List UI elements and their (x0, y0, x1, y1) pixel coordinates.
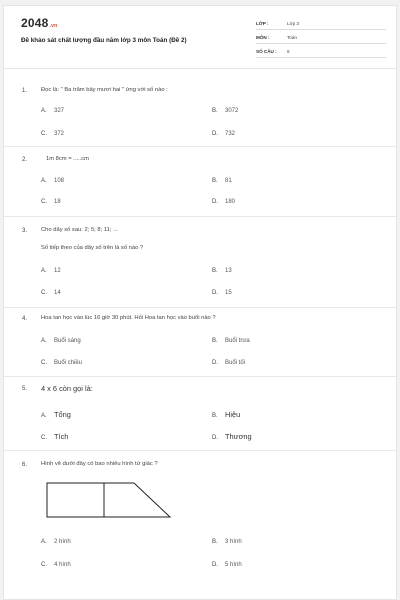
option-value: 5 hình (225, 562, 242, 568)
question-text: 4 x 6 còn gọi là: (41, 384, 93, 393)
question-divider (4, 450, 396, 451)
option-value: Tổng (54, 410, 71, 419)
question-number: 4. (22, 316, 28, 322)
option-d[interactable] (212, 432, 252, 441)
question-text: 1m 8cm = .....cm (46, 156, 90, 162)
question-number: 2. (22, 157, 28, 163)
question-divider (4, 376, 396, 377)
question-divider (4, 146, 396, 147)
option-letter: B. (212, 178, 218, 184)
option-letter: D. (212, 360, 218, 366)
option-value: 180 (225, 199, 236, 205)
option-letter: A. (41, 268, 47, 274)
option-letter: C. (41, 199, 47, 205)
option-letter: C. (41, 360, 47, 366)
option-b[interactable] (212, 410, 240, 419)
option-value: 327 (54, 108, 65, 114)
option-letter: D. (212, 131, 218, 137)
option-b[interactable] (212, 268, 232, 274)
exam-meta (256, 18, 386, 60)
option-letter: A. (41, 108, 47, 114)
option-value: 2 hình (54, 539, 71, 545)
option-value: Buổi chiều (54, 360, 83, 366)
option-letter: B. (212, 338, 218, 344)
question-number: 6. (22, 462, 28, 468)
meta-row-subject (256, 32, 386, 44)
option-d[interactable] (212, 290, 232, 296)
option-value: 18 (54, 199, 61, 205)
exam-header (4, 6, 396, 68)
option-d[interactable] (212, 131, 235, 137)
option-value: 372 (54, 131, 65, 137)
option-letter: B. (212, 268, 218, 274)
option-value: Buổi tối (225, 360, 246, 366)
question-text: Hoa tan học vào lúc 16 giờ 30 phút. Hỏi Hoa tan học vào buổi nào ? (41, 315, 216, 321)
question-number: 3. (22, 228, 28, 234)
option-a[interactable] (41, 268, 61, 274)
option-letter: A. (41, 539, 47, 545)
question-text: Đọc là: " Ba trăm bảy mươi hai " ứng với số nào : (41, 87, 168, 93)
option-letter: D. (212, 290, 218, 296)
quadrilateral-figure (46, 482, 172, 518)
site-logo[interactable] (21, 16, 57, 30)
figure-outline (47, 483, 170, 517)
option-b[interactable] (212, 178, 232, 184)
option-a[interactable] (41, 338, 81, 344)
question-text-line-1: Cho dãy số sau: 2; 5; 8; 11; ... (41, 227, 118, 233)
logo-text: 2048 (21, 16, 49, 30)
option-letter: C. (41, 562, 47, 568)
exam-title: Đề khảo sát chất lượng đầu năm lớp 3 môn Toán (Đề 2) (21, 37, 187, 44)
option-b[interactable] (212, 108, 238, 114)
option-value: 81 (225, 178, 232, 184)
option-c[interactable] (41, 562, 71, 568)
meta-value-class: Lớp 3 (287, 21, 299, 26)
option-value: 14 (54, 290, 61, 296)
meta-value-count: 6 (287, 49, 290, 54)
option-letter: C. (41, 131, 47, 137)
option-value: 13 (225, 268, 232, 274)
meta-label-subject: MÔN : (256, 35, 270, 40)
option-letter: D. (212, 435, 218, 441)
option-value: 12 (54, 268, 61, 274)
option-c[interactable] (41, 360, 82, 366)
question-number: 1. (22, 88, 28, 94)
option-letter: C. (41, 290, 47, 296)
meta-row-count (256, 46, 386, 58)
option-value: Buổi trưa (225, 338, 250, 344)
option-letter: C. (41, 435, 47, 441)
option-letter: A. (41, 338, 47, 344)
meta-label-count: SỐ CÂU : (256, 49, 277, 54)
option-a[interactable] (41, 539, 71, 545)
option-a[interactable] (41, 108, 64, 114)
option-value: 108 (54, 178, 65, 184)
option-c[interactable] (41, 199, 61, 205)
option-d[interactable] (212, 360, 245, 366)
header-divider (4, 68, 396, 69)
option-value: 4 hình (54, 562, 71, 568)
option-value: 3072 (225, 108, 239, 114)
option-a[interactable] (41, 178, 64, 184)
option-value: 732 (225, 131, 236, 137)
option-letter: D. (212, 199, 218, 205)
option-letter: B. (212, 413, 218, 419)
question-text: Hình vẽ dưới đây có bao nhiêu hình tứ giác ? (41, 461, 158, 467)
option-value: Hiệu (225, 410, 241, 419)
question-number: 5. (22, 386, 28, 392)
option-letter: A. (41, 413, 47, 419)
option-letter: D. (212, 562, 218, 568)
option-letter: B. (212, 539, 218, 545)
option-value: Tích (54, 432, 69, 441)
option-letter: B. (212, 108, 218, 114)
option-c[interactable] (41, 290, 61, 296)
option-letter: A. (41, 178, 47, 184)
exam-page (3, 5, 397, 600)
option-c[interactable] (41, 432, 68, 441)
meta-value-subject: Toán (287, 35, 297, 40)
logo-suffix: .vn (49, 23, 58, 29)
option-value: 15 (225, 290, 232, 296)
meta-row-class (256, 18, 386, 30)
option-b[interactable] (212, 338, 250, 344)
option-d[interactable] (212, 562, 242, 568)
question-divider (4, 307, 396, 308)
option-value: Thương (225, 432, 252, 441)
option-value: Buổi sáng (54, 338, 81, 344)
question-divider (4, 216, 396, 217)
option-d[interactable] (212, 199, 235, 205)
option-b[interactable] (212, 539, 242, 545)
option-c[interactable] (41, 131, 64, 137)
meta-label-class: LỚP : (256, 21, 269, 26)
option-value: 3 hình (225, 539, 242, 545)
option-a[interactable] (41, 410, 71, 419)
question-text-line-2: Số tiếp theo của dãy số trên là số nào ? (41, 245, 144, 251)
